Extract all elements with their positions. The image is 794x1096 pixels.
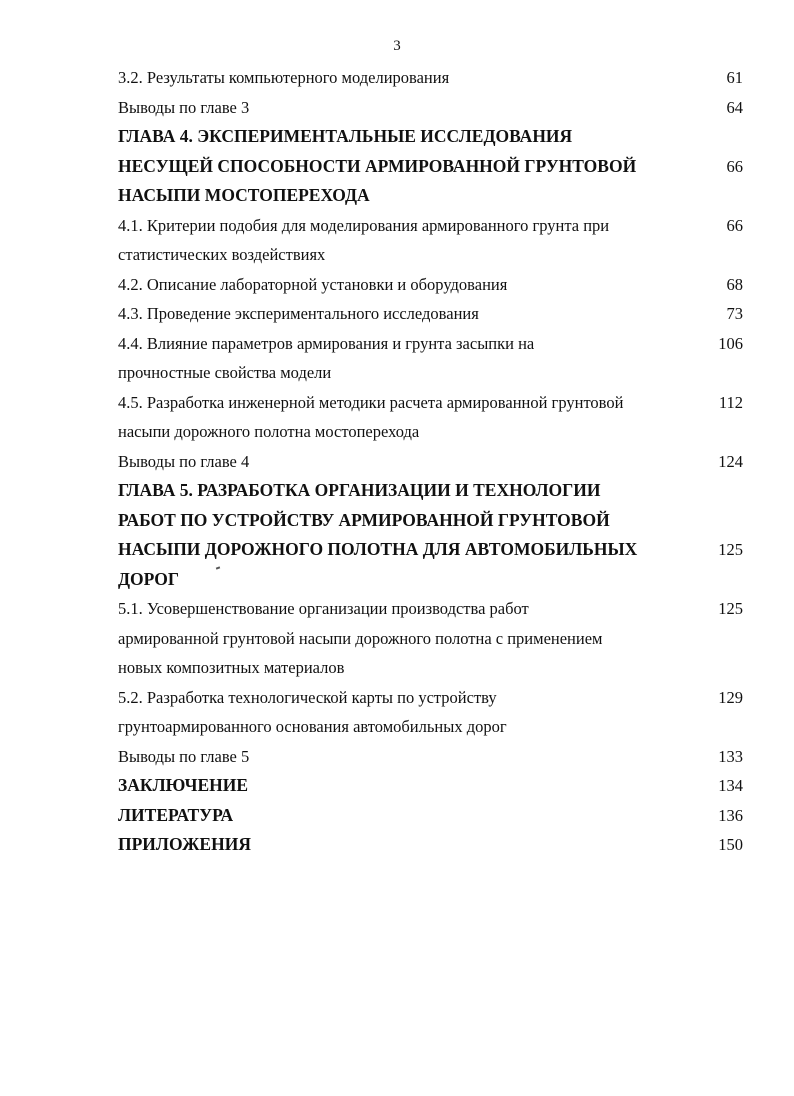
- toc-entry-title-line: 4.2. Описание лабораторной установки и оборудования: [118, 274, 508, 294]
- toc-entry-title-line: 4.5. Разработка инженерной методики расчета армированной грунтовой: [118, 392, 624, 412]
- toc-entry-title-line: 5.2. Разработка технологической карты по устройству: [118, 687, 497, 707]
- toc-entry-title: [118, 683, 700, 742]
- toc-entry: [118, 63, 743, 93]
- toc-entry-title-line: ГЛАВА 5. РАЗРАБОТКА ОРГАНИЗАЦИИ И ТЕХНОЛОГИИ: [118, 480, 601, 500]
- toc-entry-title: [118, 299, 700, 329]
- toc-entry-title-line: 4.3. Проведение экспериментального исследования: [118, 304, 479, 323]
- toc-entry: [118, 447, 743, 477]
- toc-entry-title: [118, 447, 700, 477]
- toc-entry: [118, 122, 743, 211]
- toc-entry: [118, 771, 743, 801]
- toc-entry-title-line: статистических воздействиях: [118, 245, 326, 264]
- toc-entry-title-line: ДОРОГ: [118, 568, 179, 589]
- toc-entry: [118, 476, 743, 594]
- toc-entry-page: 150: [718, 835, 743, 854]
- toc-entry-title-line: Выводы по главе 5: [118, 746, 250, 766]
- toc-entry-page: 125: [718, 540, 743, 559]
- toc-entry-page: 64: [726, 97, 743, 117]
- toc-entry-page: 112: [718, 392, 743, 412]
- toc-entry-title-line: 4.1. Критерии подобия для моделирования армированного грунта при: [118, 215, 610, 235]
- toc-entry: [118, 594, 743, 683]
- toc-entry-page: 66: [726, 215, 743, 235]
- toc-entry-title-line: НАСЫПИ ДОРОЖНОГО ПОЛОТНА ДЛЯ АВТОМОБИЛЬНЫХ: [118, 539, 638, 559]
- toc-entry-title-line: НЕСУЩЕЙ СПОСОБНОСТИ АРМИРОВАННОЙ ГРУНТОВОЙ: [118, 155, 637, 176]
- toc-entry-title: [118, 329, 700, 388]
- toc-entry-title-line: новых композитных материалов: [118, 658, 345, 677]
- toc-entry-title-line: 3.2. Результаты компьютерного моделирования: [118, 68, 450, 87]
- toc-entry-title: [118, 122, 700, 211]
- toc-entry-title-line: прочностные свойства модели: [118, 363, 332, 382]
- toc-entry-page: 66: [726, 156, 743, 176]
- toc-entry: [118, 742, 743, 772]
- toc-entry-title-line: армированной грунтовой насыпи дорожного полотна с применением: [118, 628, 603, 648]
- toc-entry-title-line: 4.4. Влияние параметров армирования и грунта засыпки на: [118, 333, 535, 353]
- toc-entry-page: 134: [718, 776, 743, 795]
- toc-entry-title: [118, 771, 700, 801]
- toc-entry-title: [118, 388, 700, 447]
- toc-entry-title: [118, 211, 700, 270]
- toc-entry-title-line: грунтоармированного основания автомобильных дорог: [118, 717, 507, 736]
- toc-entry-title-line: Выводы по главе 4: [118, 451, 250, 471]
- toc-entry: [118, 329, 743, 388]
- toc-entry: [118, 388, 743, 447]
- toc-entry-title: [118, 476, 700, 594]
- toc-entry: [118, 270, 743, 300]
- toc-entry-page: 73: [726, 304, 743, 323]
- toc-entry: [118, 211, 743, 270]
- toc-entry-page: 129: [718, 687, 743, 707]
- table-of-contents: [118, 63, 743, 860]
- toc-entry-title: [118, 801, 700, 831]
- toc-entry-title-line: 5.1. Усовершенствование организации производства работ: [118, 599, 529, 618]
- toc-entry-page: 106: [718, 333, 743, 353]
- toc-entry-page: 136: [718, 805, 743, 825]
- toc-entry-title-line: Выводы по главе 3: [118, 97, 250, 117]
- toc-entry-title: [118, 594, 700, 683]
- toc-entry-page: 125: [718, 599, 743, 618]
- toc-entry-page: 133: [718, 746, 743, 766]
- toc-entry: [118, 299, 743, 329]
- toc-entry-title-line: ГЛАВА 4. ЭКСПЕРИМЕНТАЛЬНЫЕ ИССЛЕДОВАНИЯ: [118, 126, 573, 146]
- toc-entry-page: 68: [726, 274, 743, 294]
- toc-entry-title: [118, 742, 700, 772]
- toc-entry: [118, 801, 743, 831]
- toc-entry-title-line: РАБОТ ПО УСТРОЙСТВУ АРМИРОВАННОЙ ГРУНТОВОЙ: [118, 509, 610, 530]
- page-number: 3: [393, 38, 401, 54]
- toc-entry-title-line: ЗАКЛЮЧЕНИЕ: [118, 775, 249, 795]
- toc-entry-page: 124: [718, 451, 743, 471]
- toc-entry-title-line: насыпи дорожного полотна мостоперехода: [118, 422, 420, 441]
- toc-entry-title: [118, 270, 700, 300]
- toc-entry-title-line: НАСЫПИ МОСТОПЕРЕХОДА: [118, 185, 370, 205]
- toc-entry-title-line: ЛИТЕРАТУРА: [118, 804, 234, 825]
- toc-entry-page: 61: [726, 68, 743, 87]
- toc-entry-title: [118, 93, 700, 123]
- toc-entry-title: [118, 830, 700, 860]
- toc-entry: [118, 93, 743, 123]
- toc-entry: [118, 683, 743, 742]
- toc-entry-title-line: ПРИЛОЖЕНИЯ: [118, 834, 251, 854]
- toc-entry-title: [118, 63, 700, 93]
- toc-entry: [118, 830, 743, 860]
